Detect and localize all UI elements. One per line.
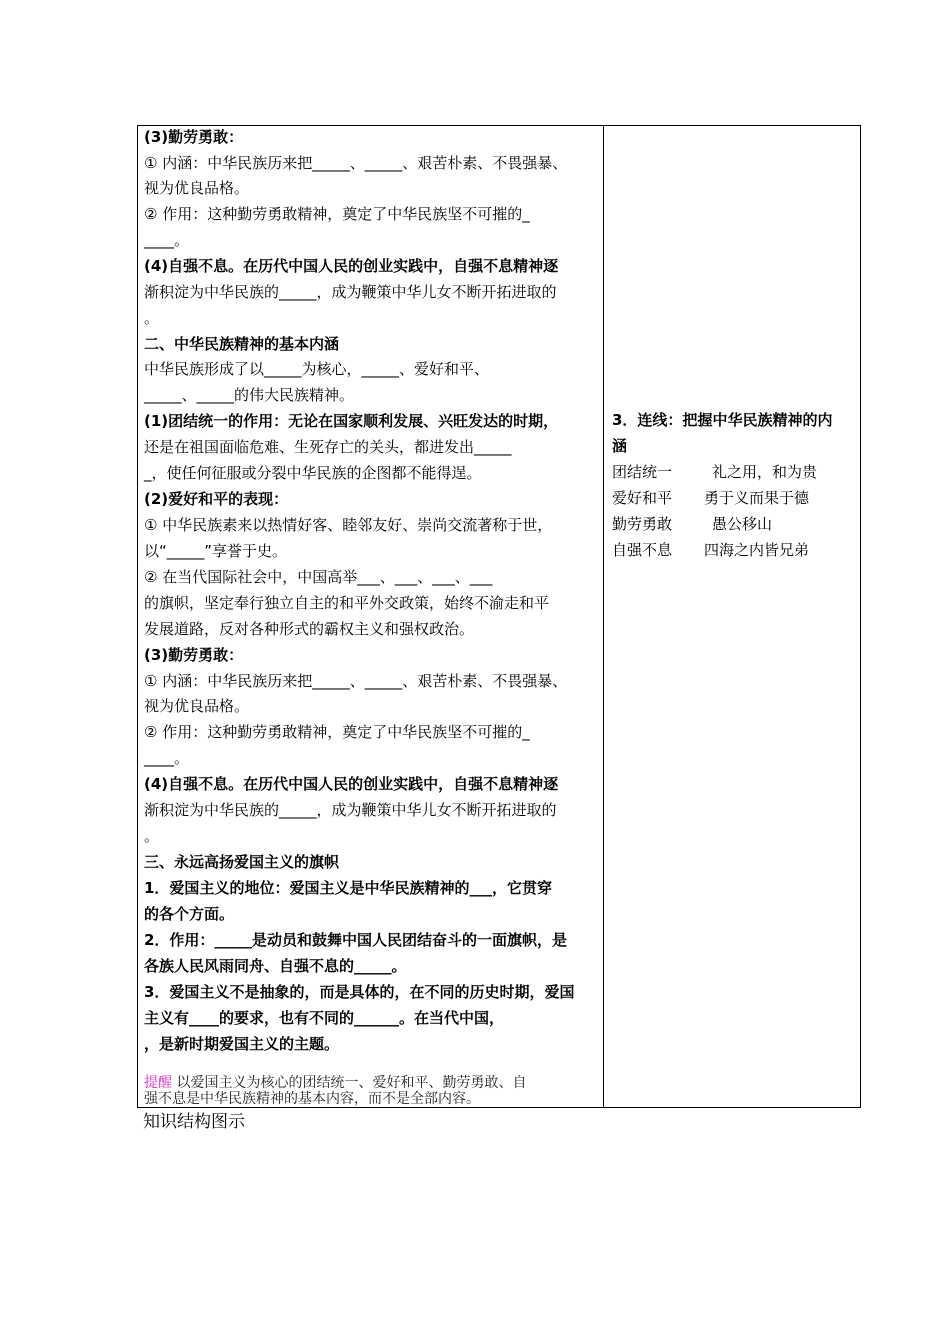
text-line: 以“_____”享誉于史。: [144, 542, 288, 560]
tip-label: 提醒: [144, 1075, 172, 1091]
tip-line-2: 强不息是中华民族精神的基本内容，而不是全部内容。: [144, 1091, 480, 1107]
pair-left: 团结统一: [612, 463, 673, 481]
text-line: ① 内涵：中华民族历来把_____、_____、艰苦朴素、不畏强暴、: [144, 672, 568, 690]
text-line: 主义有____的要求，也有不同的______。在当代中国，: [144, 1009, 505, 1027]
text-line: 二、中华民族精神的基本内涵: [144, 335, 340, 353]
text-line: 3．爱国主义不是抽象的，而是具体的，在不同的历史时期，爱国: [144, 983, 575, 1001]
text-line: 渐积淀为中华民族的_____，成为鞭策中华儿女不断开拓进取的: [144, 801, 557, 819]
text-line: 。: [144, 827, 160, 845]
text-line: 1．爱国主义的地位：爱国主义是中华民族精神的___，它贯穿: [144, 879, 552, 897]
matching-heading: 3．连线：把握中华民族精神的内: [612, 411, 833, 429]
text-line: 三、永远高扬爱国主义的旗帜: [144, 853, 340, 871]
text-line: (3)勤劳勇敢：: [144, 128, 244, 146]
text-line: 渐积淀为中华民族的_____，成为鞭策中华儿女不断开拓进取的: [144, 283, 557, 301]
matching-pair: [612, 489, 810, 507]
text-line: ① 内涵：中华民族历来把_____、_____、艰苦朴素、不畏强暴、: [144, 154, 568, 172]
text-line: 中华民族形成了以_____为核心，_____、爱好和平、: [144, 360, 490, 378]
text-line: 2．作用：_____是动员和鼓舞中国人民团结奋斗的一面旗帜，是: [144, 931, 567, 949]
column-divider: [603, 126, 604, 1107]
text-line: ② 作用：这种勤劳勇敢精神，奠定了中华民族坚不可摧的_: [144, 723, 530, 741]
text-line: _____、_____的伟大民族精神。: [144, 386, 355, 404]
text-line: 。: [144, 309, 160, 327]
pair-left: 自强不息: [612, 541, 673, 559]
text-line: ____。: [144, 231, 190, 249]
pair-left: 勤劳勇敢: [612, 515, 673, 533]
text-line: ____。: [144, 749, 190, 767]
text-line: 发展道路，反对各种形式的霸权主义和强权政治。: [144, 620, 475, 638]
text-line: ，是新时期爱国主义的主题。: [144, 1035, 340, 1053]
pair-right: 勇于义而果于德: [704, 489, 810, 507]
text-line: ① 中华民族素来以热情好客、睦邻友好、崇尚交流著称于世，: [144, 516, 553, 534]
matching-pair: [612, 463, 818, 481]
text-line: 还是在祖国面临危难、生死存亡的关头，都进发出_____: [144, 438, 512, 456]
tip-text-1: 以爱国主义为核心的团结统一、爱好和平、勤劳勇敢、自: [172, 1075, 527, 1091]
pair-right: 四海之内皆兄弟: [704, 541, 810, 559]
text-line: (3)勤劳勇敢：: [144, 646, 244, 664]
text-line: (2)爱好和平的表现：: [144, 490, 289, 508]
text-line: 的各个方面。: [144, 905, 235, 923]
text-line: 的旗帜，坚定奉行独立自主的和平外交政策，始终不渝走和平: [144, 594, 550, 612]
text-line: _，使任何征服或分裂中华民族的企图都不能得逞。: [144, 464, 482, 482]
text-line: 各族人民风雨同舟、自强不息的_____。: [144, 957, 407, 975]
pair-right: 礼之用，和为贵: [712, 463, 818, 481]
text-line: (4)自强不息。在历代中国人民的创业实践中，自强不息精神逐: [144, 257, 559, 275]
text-line: 视为优良品格。: [144, 179, 250, 197]
matching-heading-cont: 涵: [612, 437, 628, 455]
matching-pair: [612, 515, 773, 533]
text-line: (4)自强不息。在历代中国人民的创业实践中，自强不息精神逐: [144, 775, 559, 793]
text-line: (1)团结统一的作用：无论在国家顺利发展、兴旺发达的时期，: [144, 412, 559, 430]
matching-pair: [612, 541, 810, 559]
text-line: 视为优良品格。: [144, 697, 250, 715]
text-line: ② 作用：这种勤劳勇敢精神，奠定了中华民族坚不可摧的_: [144, 205, 530, 223]
content-table: [137, 125, 861, 1108]
text-line: ② 在当代国际社会中，中国高举___、___、___、___: [144, 568, 493, 586]
knowledge-structure-title: 知识结构图示: [143, 1112, 245, 1132]
pair-left: 爱好和平: [612, 489, 673, 507]
tip-line-1: [144, 1075, 526, 1091]
pair-right: 愚公移山: [712, 515, 773, 533]
